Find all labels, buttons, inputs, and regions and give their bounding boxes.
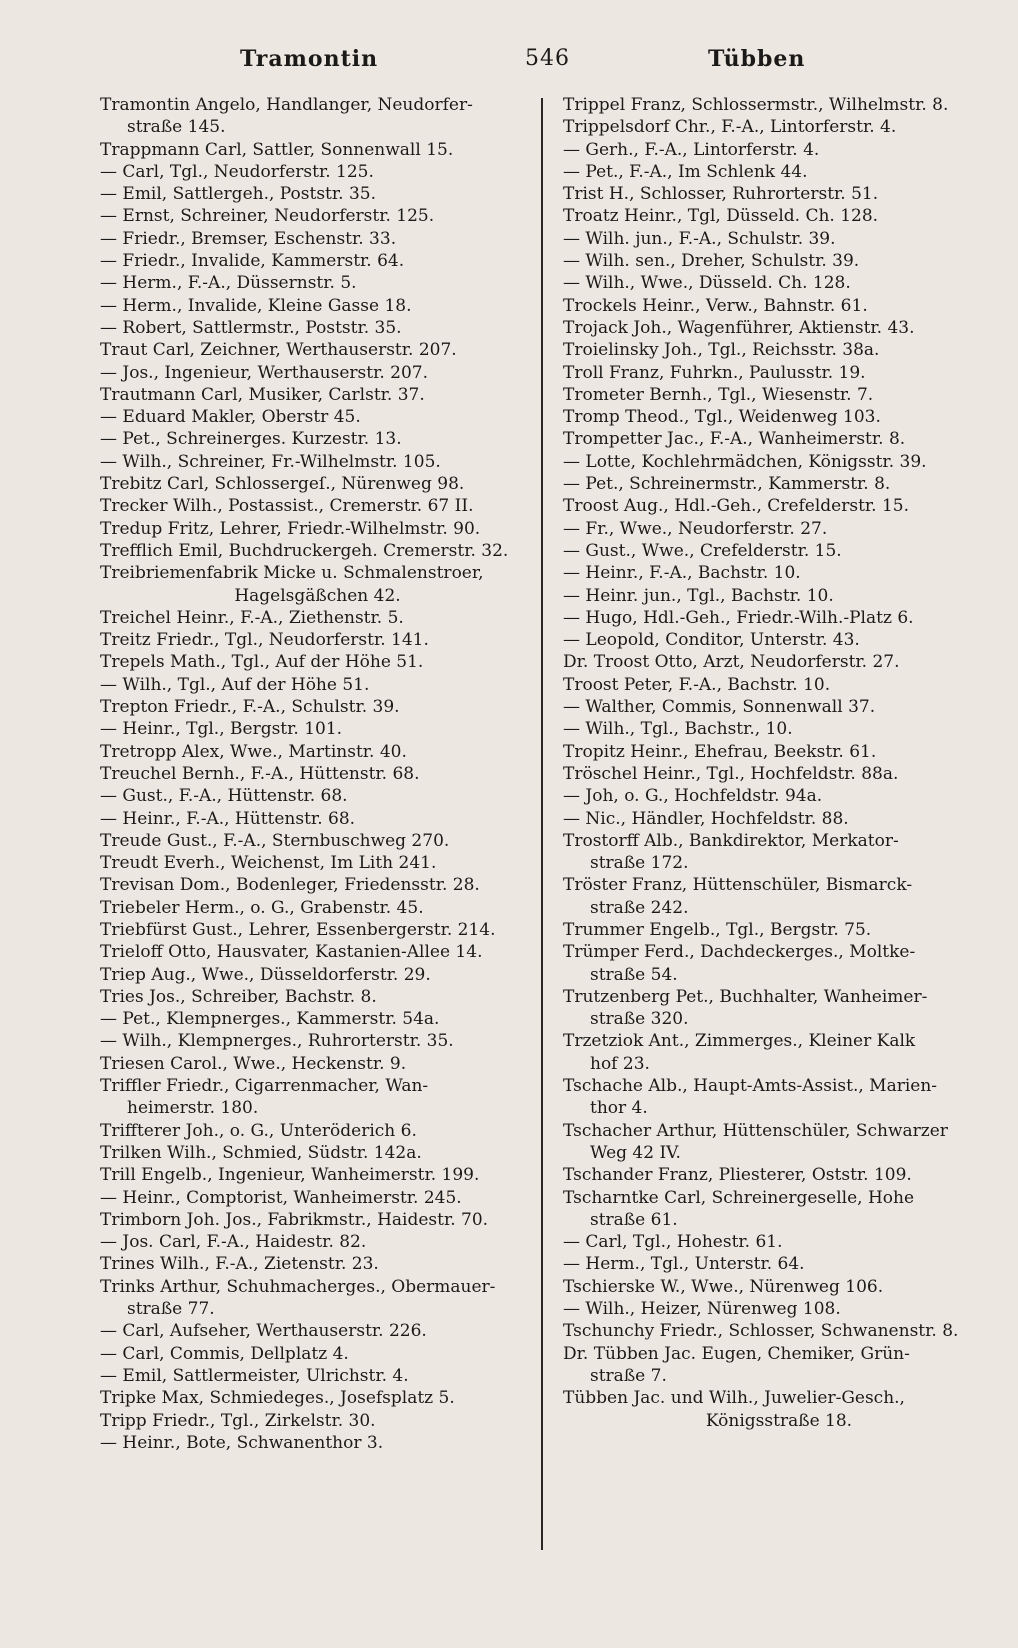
directory-entry: — Wilh., Wwe., Düsseld. Ch. 128. [563,273,851,294]
directory-entry: — Wilh., Tgl., Bachstr., 10. [563,719,793,740]
directory-entry: Tretropp Alex, Wwe., Martinstr. 40. [100,741,407,762]
directory-entry: — Carl, Commis, Dellplatz 4. [100,1343,349,1364]
directory-entry: — Hugo, Hdl.-Geh., Friedr.-Wilh.-Platz 6. [563,607,914,628]
directory-entry: Tschunchy Friedr., Schlosser, Schwanenstr. 8. [563,1321,959,1342]
directory-entry: — Wilh., Klempnerges., Ruhrorterstr. 35. [100,1031,454,1052]
directory-entry: straße 77. [127,1299,215,1320]
directory-entry: — Jos. Carl, F.-A., Haidestr. 82. [100,1232,367,1253]
directory-entry: Trzetziok Ant., Zimmerges., Kleiner Kalk [563,1031,916,1052]
directory-entry: — Ernst, Schreiner, Neudorferstr. 125. [100,206,435,227]
directory-entry: — Carl, Tgl., Hohestr. 61. [563,1232,783,1253]
directory-entry: — Carl, Tgl., Neudorferstr. 125. [100,161,374,182]
directory-entry: Troielinsky Joh., Tgl., Reichsstr. 38a. [563,340,880,361]
directory-entry: Trautmann Carl, Musiker, Carlstr. 37. [100,384,425,405]
directory-entry: Tscharntke Carl, Schreinergeselle, Hohe [563,1187,915,1208]
directory-entry: Triesen Carol., Wwe., Heckenstr. 9. [100,1053,407,1074]
directory-entry: — Herm., F.-A., Düssernstr. 5. [100,273,357,294]
directory-entry: — Herm., Tgl., Unterstr. 64. [563,1254,805,1275]
header-left-keyword: Tramontin [240,46,379,72]
directory-entry: Treuchel Bernh., F.-A., Hüttenstr. 68. [100,763,420,784]
right-column [563,94,995,1432]
directory-entry: Trappmann Carl, Sattler, Sonnenwall 15. [100,139,454,160]
directory-entry: straße 242. [590,897,689,918]
directory-entry: — Wilh., Schreiner, Fr.-Wilhelmstr. 105. [100,451,441,472]
directory-entry: Trostorff Alb., Bankdirektor, Merkator- [563,830,899,851]
directory-entry: heimerstr. 180. [127,1098,259,1119]
directory-entry: Triffler Friedr., Cigarrenmacher, Wan- [100,1076,429,1097]
directory-entry: Trojack Joh., Wagenführer, Aktienstr. 43. [563,317,915,338]
directory-entry: Tries Jos., Schreiber, Bachstr. 8. [100,986,377,1007]
directory-entry: Hagelsgäßchen 42. [234,585,401,606]
directory-entry: Trist H., Schlosser, Ruhrorterstr. 51. [563,184,879,205]
directory-entry: Trippelsdorf Chr., F.-A., Lintorferstr. 4. [563,117,897,138]
directory-entry: — Pet., Klempnerges., Kammerstr. 54a. [100,1009,440,1030]
directory-entry: Troll Franz, Fuhrkn., Paulusstr. 19. [563,362,866,383]
directory-entry: Trockels Heinr., Verw., Bahnstr. 61. [563,295,868,316]
directory-entry: Tübben Jac. und Wilh., Juwelier-Gesch., [563,1388,905,1409]
directory-entry: — Pet., Schreinermstr., Kammerstr. 8. [563,474,891,495]
header-right-keyword: Tübben [708,46,806,72]
directory-entry: — Friedr., Invalide, Kammerstr. 64. [100,251,405,272]
directory-entry: hof 23. [590,1053,650,1074]
directory-entry: — Joh, o. G., Hochfeldstr. 94a. [563,786,823,807]
directory-entry: — Heinr., Comptorist, Wanheimerstr. 245. [100,1187,462,1208]
directory-entry: Treudt Everh., Weichenst, Im Lith 241. [100,853,437,874]
directory-entry: — Heinr., F.-A., Bachstr. 10. [563,563,801,584]
directory-entry: Tröster Franz, Hüttenschüler, Bismarck- [563,875,913,896]
directory-entry: — Friedr., Bremser, Eschenstr. 33. [100,228,397,249]
directory-entry: straße 61. [590,1209,678,1230]
directory-entry: — Heinr., Tgl., Bergstr. 101. [100,719,343,740]
directory-entry: Tredup Fritz, Lehrer, Friedr.-Wilhelmstr. 90. [100,518,481,539]
directory-entry: — Emil, Sattlergeh., Poststr. 35. [100,184,376,205]
directory-entry: straße 145. [127,117,226,138]
directory-entry: — Wilh. jun., F.-A., Schulstr. 39. [563,228,836,249]
directory-entry: Tschache Alb., Haupt-Amts-Assist., Marien- [563,1076,938,1097]
directory-entry: Traut Carl, Zeichner, Werthauserstr. 207. [100,340,457,361]
directory-entry: — Gerh., F.-A., Lintorferstr. 4. [563,139,820,160]
directory-entry: straße 54. [590,964,678,985]
directory-entry: Weg 42 IV. [590,1142,681,1163]
directory-entry: — Walther, Commis, Sonnenwall 37. [563,697,876,718]
directory-entry: Treichel Heinr., F.-A., Ziethenstr. 5. [100,607,404,628]
directory-entry: Treibriemenfabrik Micke u. Schmalenstroer, [100,563,484,584]
directory-entry: — Heinr., Bote, Schwanenthor 3. [100,1432,384,1453]
directory-entry: Trepels Math., Tgl., Auf der Höhe 51. [100,652,424,673]
directory-entry: Troost Peter, F.-A., Bachstr. 10. [563,674,831,695]
page-number: 546 [525,46,570,71]
directory-entry: Trieloff Otto, Hausvater, Kastanien-Allee 14. [100,942,483,963]
directory-entry: Dr. Troost Otto, Arzt, Neudorferstr. 27. [563,652,900,673]
directory-entry: Königsstraße 18. [705,1410,853,1431]
directory-entry: — Wilh., Tgl., Auf der Höhe 51. [100,674,370,695]
directory-entry: Trecker Wilh., Postassist., Cremerstr. 67 II. [100,496,474,517]
directory-entry: Triebeler Herm., o. G., Grabenstr. 45. [100,897,424,918]
directory-entry: — Wilh. sen., Dreher, Schulstr. 39. [563,251,860,272]
directory-entry: Trilken Wilh., Schmied, Südstr. 142a. [100,1142,422,1163]
directory-entry: — Nic., Händler, Hochfeldstr. 88. [563,808,849,829]
directory-entry: — Carl, Aufseher, Werthauserstr. 226. [100,1321,427,1342]
directory-entry: — Eduard Makler, Oberstr 45. [100,407,361,428]
directory-entry: Tripke Max, Schmiedeges., Josefsplatz 5. [100,1388,455,1409]
directory-entry: Treude Gust., F.-A., Sternbuschweg 270. [100,830,450,851]
directory-entry: straße 7. [590,1365,667,1386]
directory-entry: Trümper Ferd., Dachdeckerges., Moltke- [563,942,916,963]
directory-entry: Tripp Friedr., Tgl., Zirkelstr. 30. [100,1410,376,1431]
directory-entry: — Gust., F.-A., Hüttenstr. 68. [100,786,348,807]
directory-entry: Dr. Tübben Jac. Eugen, Chemiker, Grün- [563,1343,910,1364]
directory-entry: Trepton Friedr., F.-A., Schulstr. 39. [100,697,400,718]
directory-entry: — Wilh., Heizer, Nürenweg 108. [563,1299,841,1320]
directory-entry: — Heinr., F.-A., Hüttenstr. 68. [100,808,356,829]
directory-entry: Trines Wilh., F.-A., Zietenstr. 23. [100,1254,379,1275]
directory-entry: — Jos., Ingenieur, Werthauserstr. 207. [100,362,428,383]
directory-entry: Troatz Heinr., Tgl, Düsseld. Ch. 128. [563,206,879,227]
directory-entry: — Fr., Wwe., Neudorferstr. 27. [563,518,828,539]
directory-entry: Triep Aug., Wwe., Düsseldorferstr. 29. [100,964,431,985]
directory-entry: Troost Aug., Hdl.-Geh., Crefelderstr. 15. [563,496,910,517]
directory-entry: Tschander Franz, Pliesterer, Oststr. 109. [563,1165,912,1186]
directory-entry: Trinks Arthur, Schuhmacherges., Obermauer- [100,1276,496,1297]
directory-entry: — Herm., Invalide, Kleine Gasse 18. [100,295,412,316]
directory-entry: Tromp Theod., Tgl., Weidenweg 103. [563,407,881,428]
directory-entry: Trompetter Jac., F.-A., Wanheimerstr. 8. [563,429,906,450]
directory-entry: Trill Engelb., Ingenieur, Wanheimerstr. 199. [100,1165,480,1186]
directory-entry: — Heinr. jun., Tgl., Bachstr. 10. [563,585,834,606]
directory-entry: straße 320. [590,1009,689,1030]
directory-entry: thor 4. [590,1098,648,1119]
directory-entry: Treitz Friedr., Tgl., Neudorferstr. 141. [100,630,429,651]
directory-entry: — Leopold, Conditor, Unterstr. 43. [563,630,860,651]
directory-entry: — Pet., Schreinerges. Kurzestr. 13. [100,429,402,450]
directory-entry: straße 172. [590,853,689,874]
directory-entry: Trevisan Dom., Bodenleger, Friedensstr. 28. [100,875,480,896]
directory-entry: Trutzenberg Pet., Buchhalter, Wanheimer- [563,986,928,1007]
directory-entry: Triffterer Joh., o. G., Unteröderich 6. [100,1120,417,1141]
directory-entry: Tschacher Arthur, Hüttenschüler, Schwarzer [563,1120,948,1141]
directory-entry: Trometer Bernh., Tgl., Wiesenstr. 7. [563,384,874,405]
directory-entry: — Gust., Wwe., Crefelderstr. 15. [563,540,842,561]
directory-entry: — Emil, Sattlermeister, Ulrichstr. 4. [100,1365,409,1386]
directory-entry: Tschierske W., Wwe., Nürenweg 106. [563,1276,884,1297]
directory-entry: Tröschel Heinr., Tgl., Hochfeldstr. 88a. [563,763,899,784]
directory-entry: Trebitz Carl, Schlossergeſ., Nürenweg 98. [100,474,465,495]
left-column [100,94,535,1454]
directory-entry: — Pet., F.-A., Im Schlenk 44. [563,161,808,182]
directory-entry: Trimborn Joh. Jos., Fabrikmstr., Haidestr. 70. [100,1209,489,1230]
directory-entry: — Robert, Sattlermstr., Poststr. 35. [100,317,402,338]
directory-entry: Trippel Franz, Schlossermstr., Wilhelmstr. 8. [563,95,949,115]
directory-entry: Trefflich Emil, Buchdruckergeh. Cremerstr. 32. [100,540,509,561]
column-divider [541,98,543,1550]
directory-entry: Trummer Engelb., Tgl., Bergstr. 75. [563,919,872,940]
directory-entry: Tropitz Heinr., Ehefrau, Beekstr. 61. [563,741,877,762]
directory-entry: — Lotte, Kochlehrmädchen, Königsstr. 39. [563,451,927,472]
directory-entry: Triebfürst Gust., Lehrer, Essenbergerstr. 214. [100,919,496,940]
directory-entry: Tramontin Angelo, Handlanger, Neudorfer- [100,95,473,115]
